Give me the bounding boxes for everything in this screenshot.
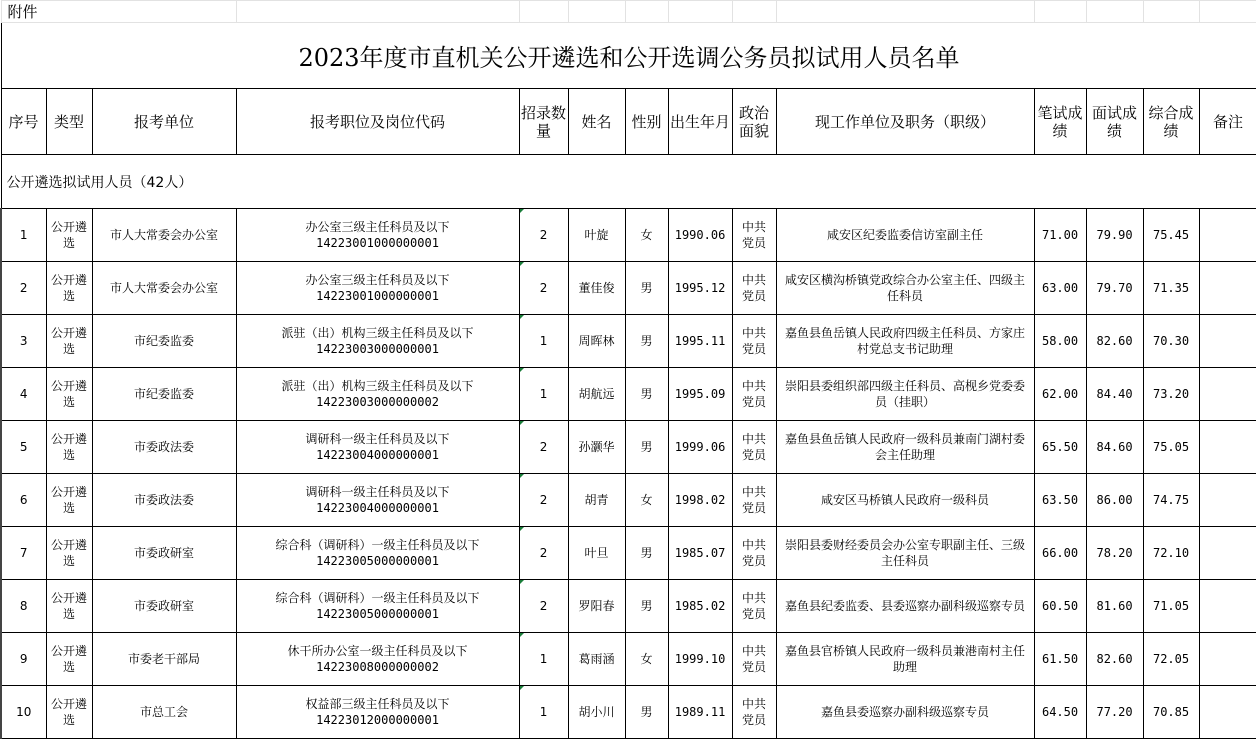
cell-unit: 市人大常委会办公室 bbox=[92, 209, 236, 262]
position-label: 权益部三级主任科员及以下 bbox=[305, 697, 450, 711]
section-row bbox=[1, 155, 1256, 209]
table-row bbox=[1, 580, 1256, 633]
table-row bbox=[1, 633, 1256, 686]
cell-written: 58.00 bbox=[1034, 315, 1086, 368]
cell-remark bbox=[1199, 474, 1256, 527]
header-total: 综合成绩 bbox=[1143, 89, 1199, 155]
position-code: 14223004000000001 bbox=[316, 501, 439, 515]
cell-position bbox=[236, 421, 519, 474]
cell-type: 公开遴选 bbox=[46, 686, 92, 739]
page-title: 2023年度市直机关公开遴选和公开选调公务员拟试用人员名单 bbox=[1, 23, 1256, 89]
cell-written: 64.50 bbox=[1034, 686, 1086, 739]
cell-current-job: 嘉鱼县纪委监委、县委巡察办副科级巡察专员 bbox=[776, 580, 1034, 633]
table-row bbox=[1, 315, 1256, 368]
cell-type: 公开遴选 bbox=[46, 580, 92, 633]
position-label: 派驻（出）机构三级主任科员及以下 bbox=[281, 326, 474, 340]
header-political: 政治面貌 bbox=[732, 89, 776, 155]
cell-unit: 市委老干部局 bbox=[92, 633, 236, 686]
cell-political: 中共党员 bbox=[732, 580, 776, 633]
cell-birth: 1998.02 bbox=[668, 474, 732, 527]
cell-birth: 1999.10 bbox=[668, 633, 732, 686]
header-unit: 报考单位 bbox=[92, 89, 236, 155]
cell-interview: 84.60 bbox=[1086, 421, 1143, 474]
cell-gender: 男 bbox=[625, 686, 668, 739]
cell-position bbox=[236, 368, 519, 421]
cell-interview: 82.60 bbox=[1086, 633, 1143, 686]
cell-total: 71.35 bbox=[1143, 262, 1199, 315]
cell-name: 罗阳春 bbox=[568, 580, 625, 633]
cell-written: 61.50 bbox=[1034, 633, 1086, 686]
cell-quota: 2 bbox=[519, 262, 568, 315]
position-code: 14223005000000001 bbox=[316, 607, 439, 621]
cell-interview: 82.60 bbox=[1086, 315, 1143, 368]
header-quota: 招录数量 bbox=[519, 89, 568, 155]
cell-seq: 6 bbox=[1, 474, 46, 527]
cell-written: 66.00 bbox=[1034, 527, 1086, 580]
cell-gender: 男 bbox=[625, 315, 668, 368]
cell-interview: 84.40 bbox=[1086, 368, 1143, 421]
cell-total: 72.10 bbox=[1143, 527, 1199, 580]
cell-birth: 1985.07 bbox=[668, 527, 732, 580]
cell-written: 63.00 bbox=[1034, 262, 1086, 315]
cell-unit: 市人大常委会办公室 bbox=[92, 262, 236, 315]
cell-total: 75.05 bbox=[1143, 421, 1199, 474]
cell-name: 胡小川 bbox=[568, 686, 625, 739]
cell-unit: 市委政研室 bbox=[92, 527, 236, 580]
position-label: 综合科（调研科）一级主任科员及以下 bbox=[275, 591, 480, 605]
cell-unit: 市总工会 bbox=[92, 686, 236, 739]
cell-remark bbox=[1199, 633, 1256, 686]
header-current-job: 现工作单位及职务（职级） bbox=[776, 89, 1034, 155]
position-code: 14223003000000001 bbox=[316, 342, 439, 356]
cell-seq: 3 bbox=[1, 315, 46, 368]
cell-gender: 男 bbox=[625, 580, 668, 633]
cell-gender: 男 bbox=[625, 421, 668, 474]
cell-political: 中共党员 bbox=[732, 209, 776, 262]
cell-political: 中共党员 bbox=[732, 262, 776, 315]
cell-position bbox=[236, 527, 519, 580]
position-label: 办公室三级主任科员及以下 bbox=[305, 220, 450, 234]
cell-seq: 1 bbox=[1, 209, 46, 262]
cell-type: 公开遴选 bbox=[46, 527, 92, 580]
cell-unit: 市委政研室 bbox=[92, 580, 236, 633]
cell-gender: 男 bbox=[625, 527, 668, 580]
cell-seq: 5 bbox=[1, 421, 46, 474]
cell-remark bbox=[1199, 580, 1256, 633]
data-rows bbox=[1, 209, 1256, 739]
cell-remark bbox=[1199, 262, 1256, 315]
cell-political: 中共党员 bbox=[732, 474, 776, 527]
table-row bbox=[1, 421, 1256, 474]
cell-remark bbox=[1199, 421, 1256, 474]
header-gender: 性别 bbox=[625, 89, 668, 155]
position-label: 办公室三级主任科员及以下 bbox=[305, 273, 450, 287]
cell-written: 63.50 bbox=[1034, 474, 1086, 527]
cell-unit: 市委政法委 bbox=[92, 421, 236, 474]
cell-birth: 1990.06 bbox=[668, 209, 732, 262]
header-seq: 序号 bbox=[1, 89, 46, 155]
header-type: 类型 bbox=[46, 89, 92, 155]
cell-birth: 1995.11 bbox=[668, 315, 732, 368]
cell-quota: 2 bbox=[519, 474, 568, 527]
header-interview: 面试成绩 bbox=[1086, 89, 1143, 155]
table-row bbox=[1, 262, 1256, 315]
cell-written: 62.00 bbox=[1034, 368, 1086, 421]
attachment-row bbox=[1, 1, 1256, 23]
cell-interview: 78.20 bbox=[1086, 527, 1143, 580]
cell-position bbox=[236, 686, 519, 739]
header-written: 笔试成绩 bbox=[1034, 89, 1086, 155]
cell-current-job: 嘉鱼县官桥镇人民政府一级科员兼港南村主任助理 bbox=[776, 633, 1034, 686]
cell-name: 葛雨涵 bbox=[568, 633, 625, 686]
cell-type: 公开遴选 bbox=[46, 421, 92, 474]
position-label: 休干所办公室一级主任科员及以下 bbox=[287, 644, 468, 658]
title-row bbox=[1, 23, 1256, 89]
header-remark: 备注 bbox=[1199, 89, 1256, 155]
cell-political: 中共党员 bbox=[732, 421, 776, 474]
cell-name: 叶旦 bbox=[568, 527, 625, 580]
cell-interview: 79.70 bbox=[1086, 262, 1143, 315]
header-row bbox=[1, 89, 1256, 155]
cell-name: 周晖林 bbox=[568, 315, 625, 368]
cell-current-job: 嘉鱼县鱼岳镇人民政府四级主任科员、方家庄村党总支书记助理 bbox=[776, 315, 1034, 368]
cell-written: 71.00 bbox=[1034, 209, 1086, 262]
cell-quota: 2 bbox=[519, 421, 568, 474]
cell-name: 叶旋 bbox=[568, 209, 625, 262]
position-code: 14223005000000001 bbox=[316, 554, 439, 568]
cell-interview: 86.00 bbox=[1086, 474, 1143, 527]
cell-name: 孙灏华 bbox=[568, 421, 625, 474]
cell-current-job: 咸安区马桥镇人民政府一级科员 bbox=[776, 474, 1034, 527]
cell-quota: 1 bbox=[519, 686, 568, 739]
cell-position bbox=[236, 580, 519, 633]
cell-interview: 81.60 bbox=[1086, 580, 1143, 633]
position-code: 14223012000000001 bbox=[316, 713, 439, 727]
cell-seq: 9 bbox=[1, 633, 46, 686]
cell-type: 公开遴选 bbox=[46, 209, 92, 262]
table-row bbox=[1, 209, 1256, 262]
cell-gender: 女 bbox=[625, 633, 668, 686]
table-row bbox=[1, 474, 1256, 527]
cell-total: 74.75 bbox=[1143, 474, 1199, 527]
position-label: 调研科一级主任科员及以下 bbox=[305, 485, 450, 499]
position-code: 14223008000000002 bbox=[316, 660, 439, 674]
position-label: 调研科一级主任科员及以下 bbox=[305, 432, 450, 446]
cell-birth: 1995.09 bbox=[668, 368, 732, 421]
cell-total: 70.30 bbox=[1143, 315, 1199, 368]
cell-position bbox=[236, 209, 519, 262]
position-label: 综合科（调研科）一级主任科员及以下 bbox=[275, 538, 480, 552]
cell-total: 72.05 bbox=[1143, 633, 1199, 686]
cell-political: 中共党员 bbox=[732, 633, 776, 686]
cell-seq: 10 bbox=[1, 686, 46, 739]
cell-seq: 8 bbox=[1, 580, 46, 633]
cell-quota: 2 bbox=[519, 209, 568, 262]
cell-name: 胡青 bbox=[568, 474, 625, 527]
cell-quota: 1 bbox=[519, 315, 568, 368]
cell-current-job: 咸安区纪委监委信访室副主任 bbox=[776, 209, 1034, 262]
cell-unit: 市纪委监委 bbox=[92, 315, 236, 368]
cell-type: 公开遴选 bbox=[46, 368, 92, 421]
cell-current-job: 崇阳县委组织部四级主任科员、高枧乡党委委员（挂职） bbox=[776, 368, 1034, 421]
cell-position bbox=[236, 315, 519, 368]
cell-unit: 市委政法委 bbox=[92, 474, 236, 527]
cell-gender: 男 bbox=[625, 368, 668, 421]
position-code: 14223003000000002 bbox=[316, 395, 439, 409]
cell-quota: 1 bbox=[519, 633, 568, 686]
cell-birth: 1985.02 bbox=[668, 580, 732, 633]
cell-seq: 2 bbox=[1, 262, 46, 315]
cell-seq: 7 bbox=[1, 527, 46, 580]
cell-position bbox=[236, 474, 519, 527]
position-code: 14223004000000001 bbox=[316, 448, 439, 462]
cell-position bbox=[236, 262, 519, 315]
cell-written: 60.50 bbox=[1034, 580, 1086, 633]
cell-gender: 女 bbox=[625, 474, 668, 527]
header-name: 姓名 bbox=[568, 89, 625, 155]
cell-current-job: 嘉鱼县鱼岳镇人民政府一级科员兼南门湖村委会主任助理 bbox=[776, 421, 1034, 474]
table-row bbox=[1, 527, 1256, 580]
header-birth: 出生年月 bbox=[668, 89, 732, 155]
cell-current-job: 咸安区横沟桥镇党政综合办公室主任、四级主任科员 bbox=[776, 262, 1034, 315]
cell-birth: 1999.06 bbox=[668, 421, 732, 474]
position-code: 14223001000000001 bbox=[316, 236, 439, 250]
cell-birth: 1989.11 bbox=[668, 686, 732, 739]
cell-current-job: 崇阳县委财经委员会办公室专职副主任、三级主任科员 bbox=[776, 527, 1034, 580]
cell-gender: 男 bbox=[625, 262, 668, 315]
cell-written: 65.50 bbox=[1034, 421, 1086, 474]
cell-interview: 77.20 bbox=[1086, 686, 1143, 739]
cell-total: 73.20 bbox=[1143, 368, 1199, 421]
cell-political: 中共党员 bbox=[732, 315, 776, 368]
attachment-label: 附件 bbox=[1, 1, 236, 23]
cell-seq: 4 bbox=[1, 368, 46, 421]
cell-type: 公开遴选 bbox=[46, 474, 92, 527]
cell-remark bbox=[1199, 686, 1256, 739]
cell-political: 中共党员 bbox=[732, 368, 776, 421]
cell-name: 董佳俊 bbox=[568, 262, 625, 315]
cell-total: 71.05 bbox=[1143, 580, 1199, 633]
position-code: 14223001000000001 bbox=[316, 289, 439, 303]
cell-quota: 2 bbox=[519, 580, 568, 633]
cell-name: 胡航远 bbox=[568, 368, 625, 421]
cell-position bbox=[236, 633, 519, 686]
section-title: 公开遴选拟试用人员（42人） bbox=[1, 155, 1256, 209]
cell-birth: 1995.12 bbox=[668, 262, 732, 315]
cell-type: 公开遴选 bbox=[46, 315, 92, 368]
table-row bbox=[1, 368, 1256, 421]
table-row bbox=[1, 686, 1256, 739]
cell-political: 中共党员 bbox=[732, 686, 776, 739]
cell-remark bbox=[1199, 368, 1256, 421]
cell-remark bbox=[1199, 315, 1256, 368]
cell-type: 公开遴选 bbox=[46, 633, 92, 686]
cell-unit: 市纪委监委 bbox=[92, 368, 236, 421]
cell-remark bbox=[1199, 209, 1256, 262]
cell-total: 70.85 bbox=[1143, 686, 1199, 739]
cell-political: 中共党员 bbox=[732, 527, 776, 580]
cell-total: 75.45 bbox=[1143, 209, 1199, 262]
position-label: 派驻（出）机构三级主任科员及以下 bbox=[281, 379, 474, 393]
header-position: 报考职位及岗位代码 bbox=[236, 89, 519, 155]
cell-remark bbox=[1199, 527, 1256, 580]
cell-type: 公开遴选 bbox=[46, 262, 92, 315]
cell-gender: 女 bbox=[625, 209, 668, 262]
cell-current-job: 嘉鱼县委巡察办副科级巡察专员 bbox=[776, 686, 1034, 739]
cell-quota: 1 bbox=[519, 368, 568, 421]
cell-interview: 79.90 bbox=[1086, 209, 1143, 262]
cell-quota: 2 bbox=[519, 527, 568, 580]
